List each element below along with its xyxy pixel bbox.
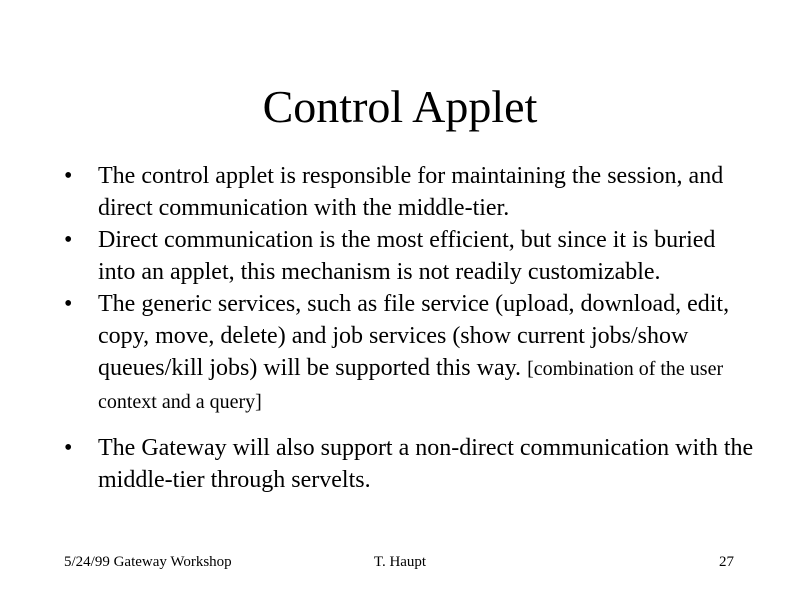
slide-title: Control Applet — [262, 81, 538, 132]
footer-page-number: 27 — [719, 554, 734, 570]
bullet-note: [combination of the user context and a query] — [98, 358, 724, 413]
bullet-marker: • — [64, 435, 73, 461]
footer-author: T. Haupt — [373, 554, 427, 570]
bullet-text: Direct communication is the most efficient, but since it is buried into an applet, this mechanism is not readily customizable. — [98, 227, 716, 285]
bullet-item — [64, 160, 754, 224]
bullet-text: The generic services, such as file service (upload, download, edit, copy, move, delete) and job services (show current jobs/show queues/kill jobs) will be supported this way. — [98, 291, 730, 381]
bullet-item — [64, 288, 754, 418]
footer-date-event: 5/24/99 Gateway Workshop — [64, 554, 232, 570]
bullet-list — [64, 160, 754, 496]
bullet-text: The control applet is responsible for maintaining the session, and direct communication with the middle-tier. — [98, 163, 724, 221]
bullet-marker: • — [64, 227, 73, 253]
bullet-marker: • — [64, 291, 73, 317]
bullet-item — [64, 224, 754, 288]
bullet-item — [64, 432, 754, 496]
bullet-text: The Gateway will also support a non-direct communication with the middle-tier through servelts. — [98, 435, 754, 493]
bullet-marker: • — [64, 163, 73, 189]
